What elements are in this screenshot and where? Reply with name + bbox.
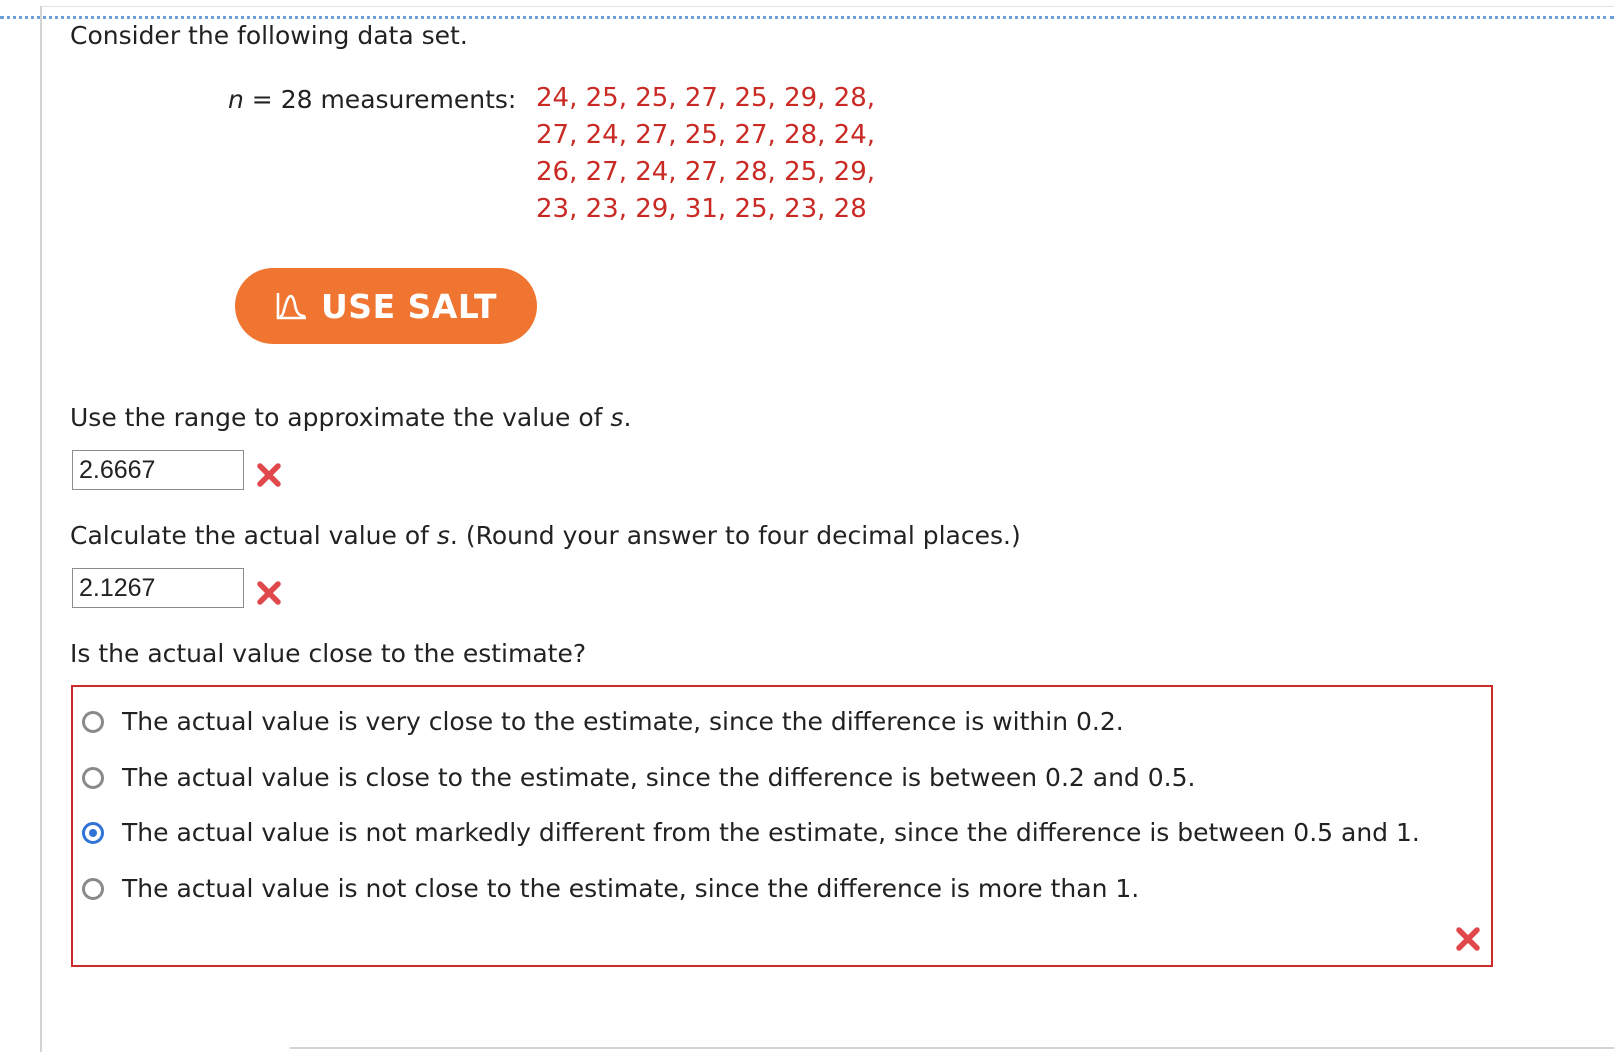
part3-prompt: Is the actual value close to the estimate? bbox=[70, 639, 587, 668]
choice-label: The actual value is close to the estimate, since the difference is between 0.2 and 0.5. bbox=[122, 763, 1196, 792]
sample-size-label bbox=[228, 84, 516, 116]
part2-prompt-text: Calculate the actual value of bbox=[70, 521, 437, 550]
top-border bbox=[40, 6, 1614, 7]
data-values bbox=[536, 80, 875, 228]
choice-label: The actual value is not close to the estimate, since the difference is more than 1. bbox=[122, 874, 1140, 903]
question-intro: Consider the following data set. bbox=[70, 21, 468, 50]
choice-option[interactable] bbox=[82, 871, 1139, 907]
question-divider bbox=[0, 16, 1614, 19]
part2-prompt bbox=[70, 520, 1021, 552]
use-salt-button[interactable] bbox=[235, 268, 537, 344]
actual-s-input[interactable] bbox=[72, 568, 244, 608]
n-symbol: n bbox=[228, 85, 244, 114]
answer-choices bbox=[71, 685, 1493, 967]
radio-button[interactable] bbox=[82, 878, 104, 900]
part2-prompt-end: . (Round your answer to four decimal places.) bbox=[449, 521, 1021, 550]
data-row: 27, 24, 27, 25, 27, 28, 24, bbox=[536, 120, 876, 150]
part1-prompt-text: Use the range to approximate the value of bbox=[70, 403, 611, 432]
data-row: 23, 23, 29, 31, 25, 23, 28 bbox=[536, 194, 867, 224]
part1-prompt bbox=[70, 402, 631, 434]
s-variable: s bbox=[610, 403, 624, 432]
range-estimate-input[interactable] bbox=[72, 450, 244, 490]
salt-icon bbox=[275, 291, 309, 321]
radio-button[interactable] bbox=[82, 711, 104, 733]
use-salt-label: USE SALT bbox=[321, 286, 497, 326]
left-border bbox=[40, 6, 42, 1052]
data-row: 26, 27, 24, 27, 28, 25, 29, bbox=[536, 157, 876, 187]
choice-option[interactable] bbox=[82, 815, 1420, 851]
data-row: 24, 25, 25, 27, 25, 29, 28, bbox=[536, 83, 876, 113]
choice-label: The actual value is very close to the estimate, since the difference is within 0.2. bbox=[122, 707, 1124, 736]
radio-button-selected[interactable] bbox=[82, 822, 104, 844]
s-variable: s bbox=[436, 521, 450, 550]
part1-prompt-end: . bbox=[623, 403, 632, 432]
radio-button[interactable] bbox=[82, 767, 104, 789]
bottom-border bbox=[290, 1047, 1614, 1049]
sample-size-text: = 28 measurements: bbox=[243, 85, 517, 114]
incorrect-x-icon bbox=[1455, 926, 1481, 952]
choice-option[interactable] bbox=[82, 704, 1124, 740]
choice-option[interactable] bbox=[82, 760, 1195, 796]
choice-label: The actual value is not markedly different from the estimate, since the difference is between 0.5 and 1. bbox=[122, 818, 1420, 847]
incorrect-x-icon bbox=[256, 580, 282, 606]
incorrect-x-icon bbox=[256, 462, 282, 488]
